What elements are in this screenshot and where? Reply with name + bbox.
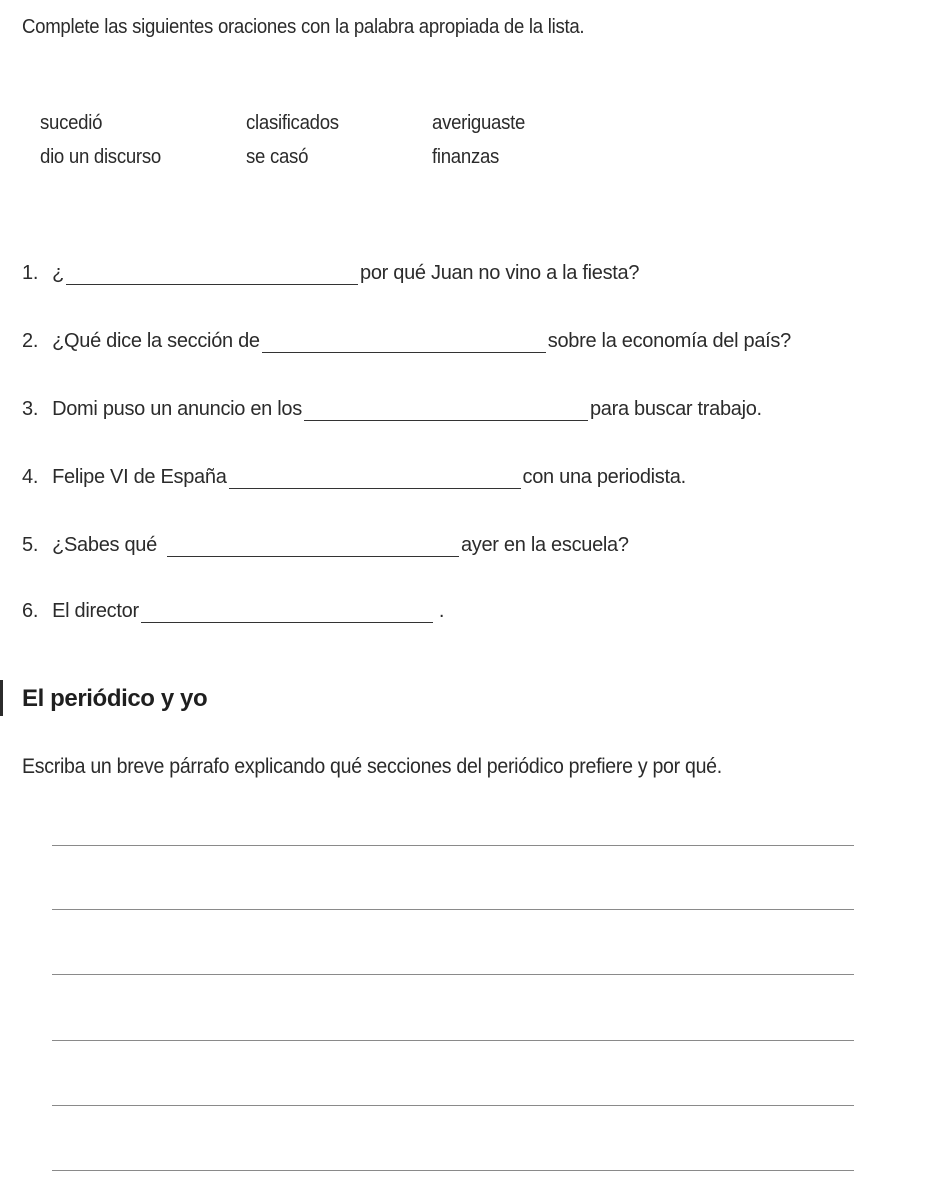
paragraph-prompt: Escriba un breve párrafo explicando qué secciones del periódico prefiere y por qué.	[22, 755, 722, 778]
question-prefix: ¿Qué dice la sección de	[52, 330, 260, 352]
question-number: 6.	[22, 600, 39, 622]
question-suffix: para buscar trabajo.	[589, 398, 762, 420]
word-bank	[40, 112, 600, 182]
answer-blank[interactable]	[167, 538, 459, 557]
question-prefix: Felipe VI de España	[52, 466, 227, 488]
word-bank-item: finanzas	[432, 146, 500, 168]
instructions: Complete las siguientes oraciones con la palabra apropiada de la lista.	[22, 16, 585, 38]
writing-line[interactable]	[52, 974, 854, 975]
question-4	[22, 466, 686, 489]
question-suffix: sobre la economía del país?	[547, 330, 791, 352]
question-number: 5.	[22, 534, 39, 556]
writing-line[interactable]	[52, 1040, 854, 1041]
word-bank-item: dio un discurso	[40, 146, 161, 168]
question-suffix: con una periodista.	[522, 466, 686, 488]
answer-blank[interactable]	[66, 266, 358, 285]
question-prefix: ¿Sabes qué	[52, 534, 157, 556]
word-bank-item: averiguaste	[432, 112, 526, 134]
question-number: 3.	[22, 398, 39, 420]
question-6	[22, 600, 444, 623]
question-number: 4.	[22, 466, 39, 488]
answer-blank[interactable]	[262, 334, 546, 353]
writing-line[interactable]	[52, 1170, 854, 1171]
word-bank-item: se casó	[246, 146, 309, 168]
answer-blank[interactable]	[229, 470, 521, 489]
question-suffix: .	[438, 600, 445, 622]
question-3	[22, 398, 762, 421]
writing-line[interactable]	[52, 909, 854, 910]
answer-blank[interactable]	[304, 402, 588, 421]
section-title: El periódico y yo	[22, 685, 208, 712]
word-bank-item: sucedió	[40, 112, 103, 134]
question-number: 1.	[22, 262, 39, 284]
question-suffix: por qué Juan no vino a la fiesta?	[360, 262, 640, 284]
question-prefix: Domi puso un anuncio en los	[52, 398, 302, 420]
question-suffix: ayer en la escuela?	[460, 534, 629, 556]
question-prefix: El director	[52, 600, 139, 622]
writing-line[interactable]	[52, 845, 854, 846]
word-bank-item: clasificados	[246, 112, 339, 134]
writing-line[interactable]	[52, 1105, 854, 1106]
question-number: 2.	[22, 330, 39, 352]
answer-blank[interactable]	[141, 604, 433, 623]
question-prefix: ¿	[52, 262, 65, 284]
question-1	[22, 262, 639, 285]
question-2	[22, 330, 791, 353]
section-marker	[0, 680, 3, 716]
question-5	[22, 534, 629, 557]
